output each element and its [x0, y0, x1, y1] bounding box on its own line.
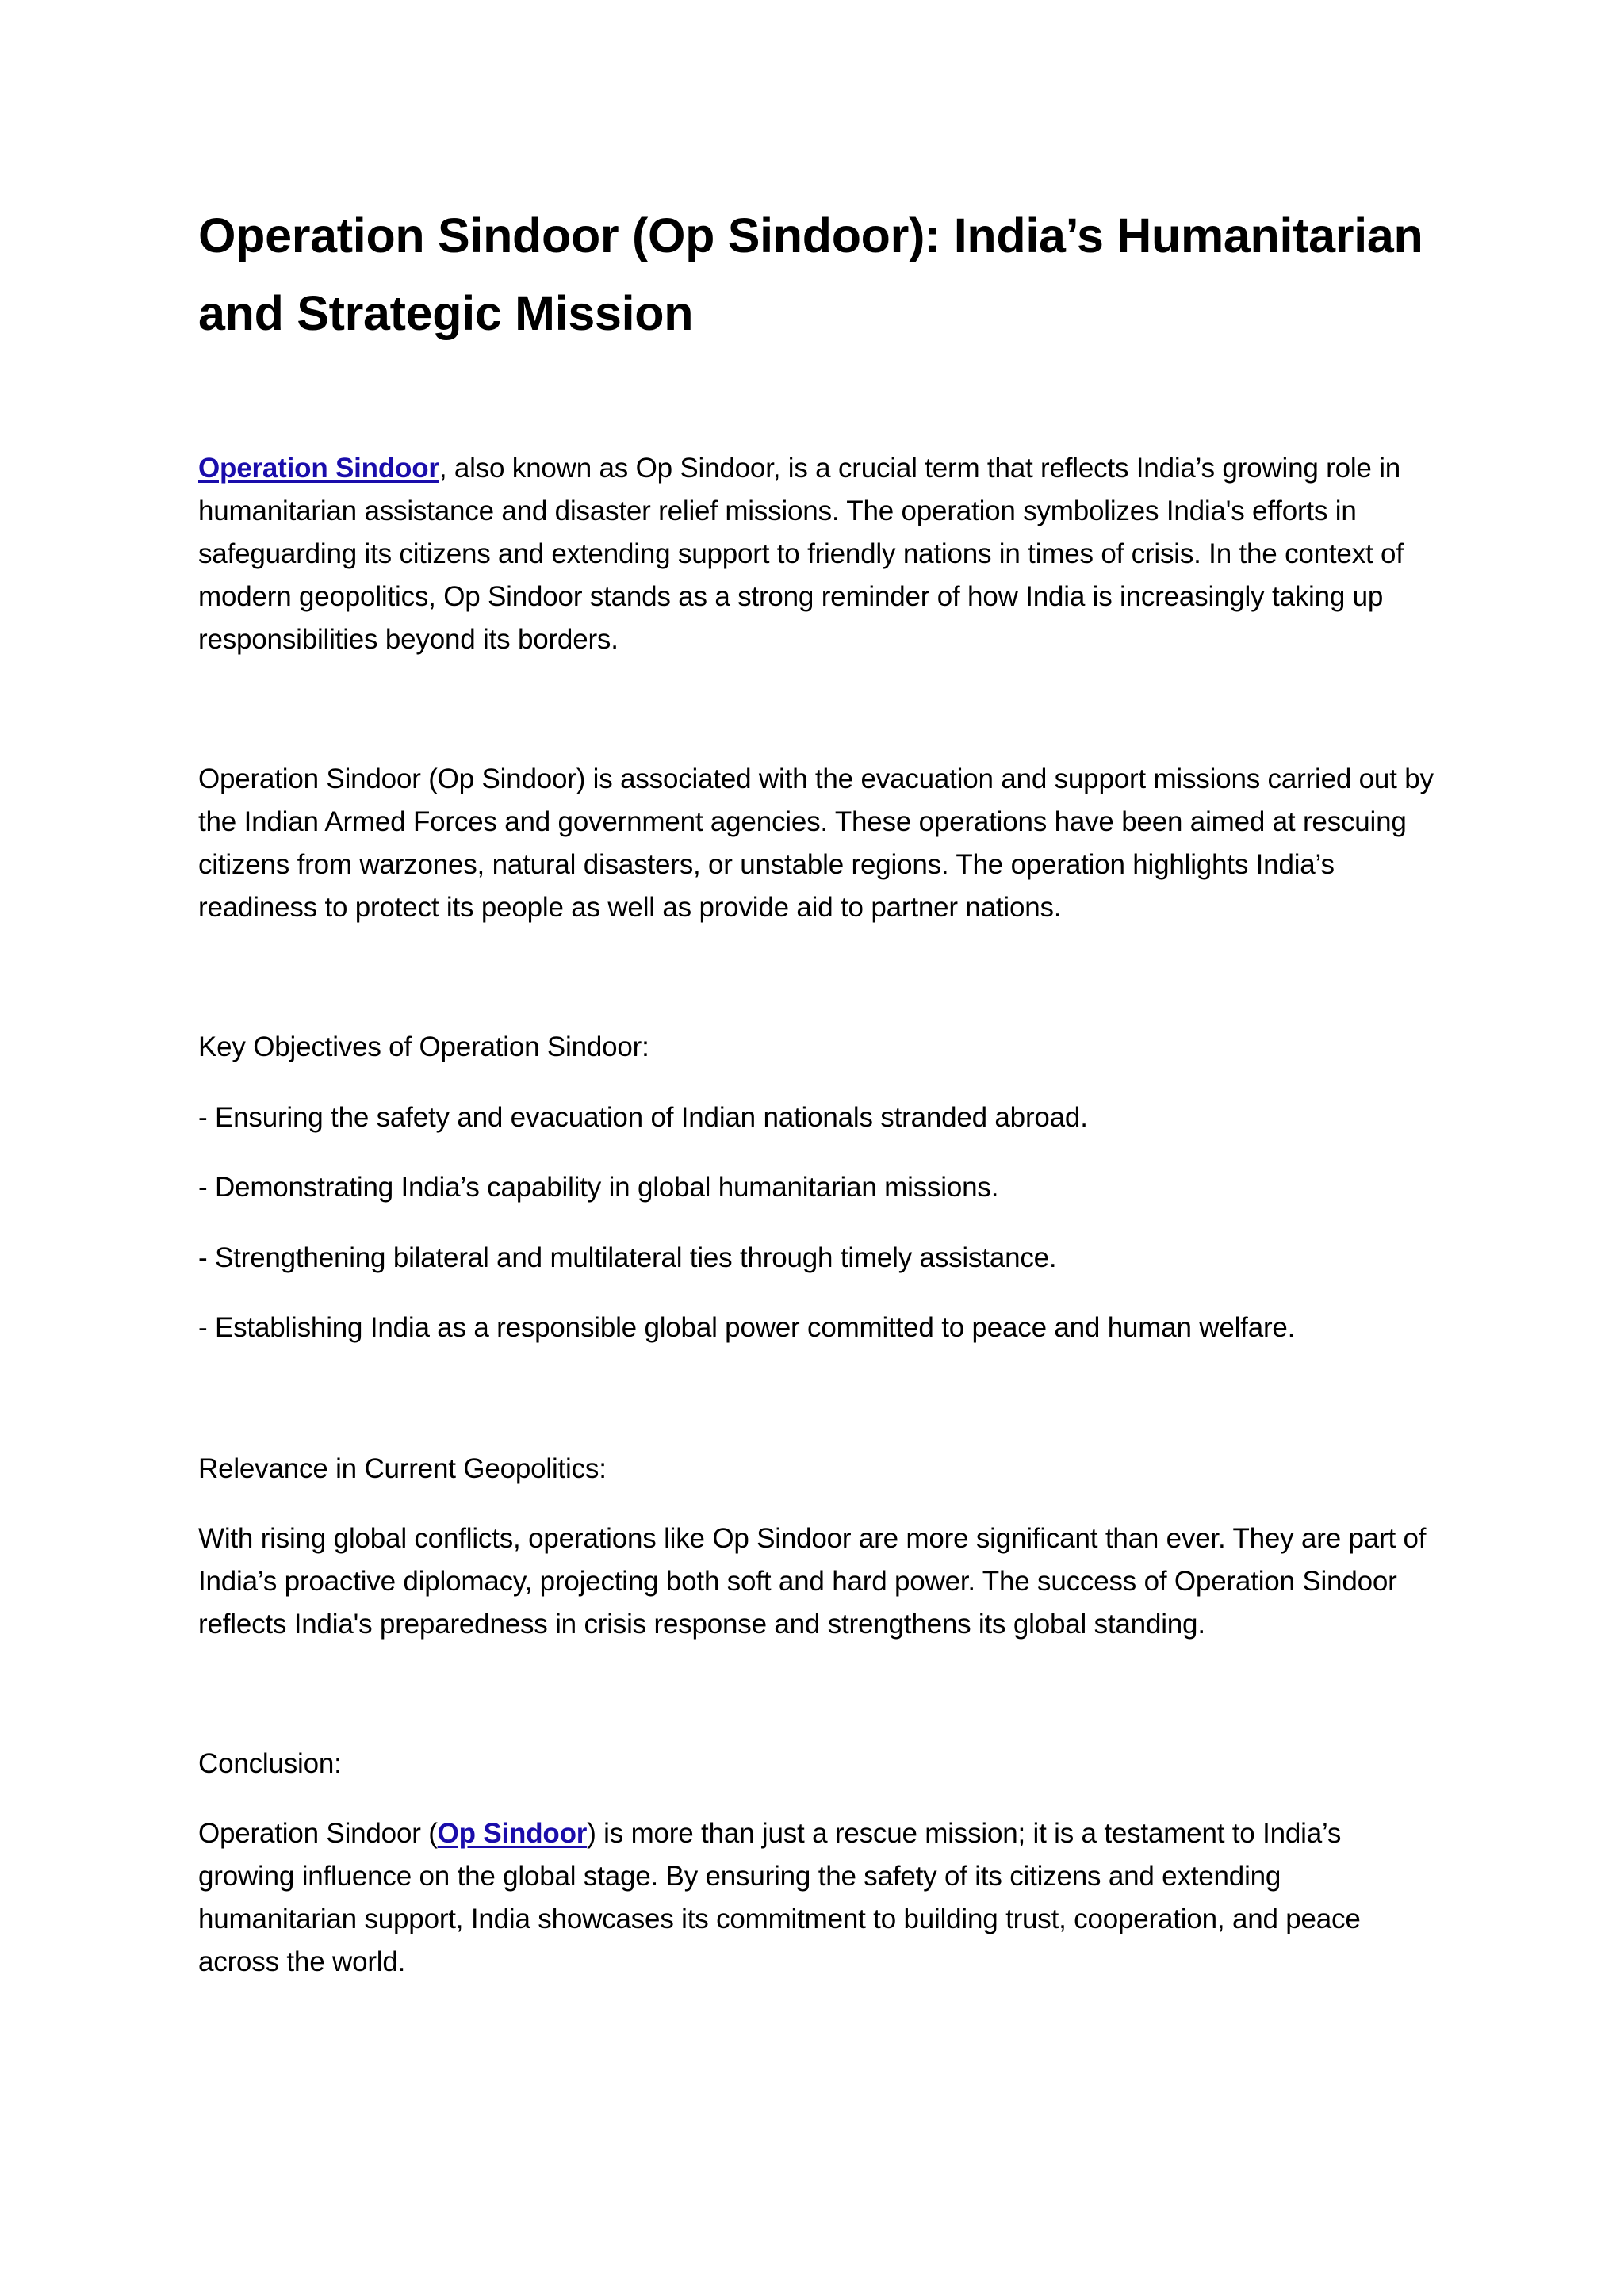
objectives-heading: Key Objectives of Operation Sindoor: [198, 1031, 649, 1062]
objective-item: - Ensuring the safety and evacuation of Indian nationals stranded abroad. [198, 1102, 1088, 1133]
conclusion-text-before: Operation Sindoor ( [198, 1818, 438, 1849]
conclusion-heading: Conclusion: [198, 1748, 342, 1779]
page-title: Operation Sindoor (Op Sindoor): India’s Humanitarian and Strategic Mission [198, 209, 1423, 340]
intro-paragraph [198, 447, 1443, 661]
relevance-paragraph: With rising global conflicts, operations like Op Sindoor are more significant than ever. They are part of India’s proactive diplomacy, projecting both soft and hard power. The success of Operation Sindoor reflects India's preparedness in crisis response and strengthens its global standing. [198, 1523, 1427, 1640]
conclusion-paragraph [198, 1812, 1443, 1984]
objective-item: - Strengthening bilateral and multilateral ties through timely assistance. [198, 1242, 1057, 1273]
objective-item: - Demonstrating India’s capability in global humanitarian missions. [198, 1172, 999, 1203]
association-paragraph: Operation Sindoor (Op Sindoor) is associated with the evacuation and support missions carried out by the Indian Armed Forces and government agencies. These operations have been aimed at rescuing citizens from warzones, natural disasters, or unstable regions. The operation highlights India’s readiness to protect its people as well as provide aid to partner nations. [198, 763, 1434, 923]
operation-sindoor-link[interactable]: Operation Sindoor [198, 453, 439, 484]
objective-item: - Establishing India as a responsible global power committed to peace and human welfare. [198, 1312, 1296, 1343]
relevance-heading: Relevance in Current Geopolitics: [198, 1453, 607, 1484]
intro-text: , also known as Op Sindoor, is a crucial term that reflects India’s growing role in humanitarian assistance and disaster relief missions. The operation symbolizes India's efforts in safeguarding its citizens and extending support to friendly nations in times of crisis. In the context of modern geopolitics, Op Sindoor stands as a strong reminder of how India is increasingly taking up responsibilities beyond its borders. [198, 453, 1404, 655]
conclusion-text-after: ) is more than just a rescue mission; it is a testament to India’s growing influence on the global stage. By ensuring the safety of its citizens and extending humanitarian support, India showcases its commitment to building trust, cooperation, and peace across the world. [198, 1818, 1361, 1977]
op-sindoor-link[interactable]: Op Sindoor [437, 1818, 588, 1849]
